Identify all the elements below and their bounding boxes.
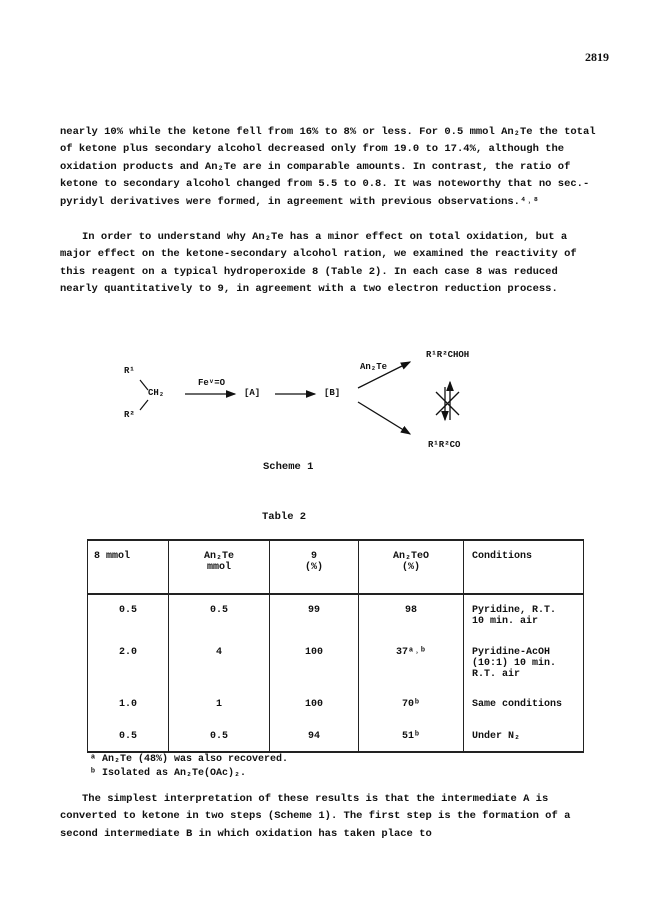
- paragraph-1-text: nearly 10% while the ketone fell from 16% to 8% or less. For 0.5 mmol An₂Te the total of ketone plus secondary alcohol decreased only from 19.0 to 17.4%, although the oxidation products and An₂Te are in comparable amounts. In contrast, the ratio of ketone to secondary alcohol changed from 5.5 to 0.8. It was noteworthy that no sec.-pyridyl derivatives were formed, in agreement with previous observations.⁴˒⁸: [60, 126, 596, 208]
- cell: Same conditions: [464, 697, 584, 729]
- table-2: [87, 539, 584, 753]
- table-row: [88, 594, 584, 645]
- header-1: An₂Te mmol: [203, 551, 234, 573]
- table-header-row: [88, 540, 584, 594]
- header-8-mmol: [88, 540, 169, 594]
- header-3: An₂TeO (%): [392, 551, 429, 573]
- table-row: [88, 697, 584, 729]
- cell: 1: [169, 697, 270, 729]
- bond-r2: [140, 400, 148, 410]
- label-an2te: An₂Te: [360, 362, 388, 372]
- scheme-svg: [110, 352, 530, 462]
- cell: 51ᵇ: [359, 729, 464, 752]
- header-9-pct: [270, 540, 359, 594]
- cell: 94: [270, 729, 359, 752]
- header-4: Conditions: [472, 551, 533, 562]
- bond-r1: [140, 380, 148, 390]
- table-row: [88, 645, 584, 697]
- cell: 100: [270, 645, 359, 697]
- cell: 70ᵇ: [359, 697, 464, 729]
- paragraph-3: [60, 791, 596, 843]
- label-r2: R²: [124, 410, 135, 420]
- label-alcohol: R¹R²CHOH: [426, 350, 470, 360]
- header-0: 8 mmol: [94, 551, 131, 562]
- cell: 0.5: [88, 729, 169, 752]
- page-number: 2819: [585, 50, 609, 64]
- cell: 2.0: [88, 645, 169, 697]
- paragraph-2: [60, 229, 596, 299]
- label-r1: R¹: [124, 366, 135, 376]
- scheme-caption: Scheme 1: [263, 461, 314, 473]
- label-intermediate-b: [B]: [324, 388, 341, 398]
- label-intermediate-a: [A]: [244, 388, 261, 398]
- cell: 0.5: [169, 729, 270, 752]
- scheme-1-diagram: [110, 352, 530, 462]
- paragraph-3-text: The simplest interpretation of these results is that the intermediate A is converted to ketone in two steps (Scheme 1). The first step is the formation of a second intermediate B in which oxidation has taken place to: [60, 793, 571, 840]
- cell: 100: [270, 697, 359, 729]
- label-ch2: CH₂: [148, 388, 165, 398]
- header-conditions: [464, 540, 584, 594]
- cell: 98: [359, 594, 464, 645]
- paragraph-2-text: In order to understand why An₂Te has a minor effect on total oxidation, but a major effect on the ketone-secondary alcohol ration, we examined the reactivity of this reagent on a typical hydroperoxide 8 (Table 2). In each case 8 was reduced nearly quantitatively to 9, in agreement with a two electron reduction process.: [60, 231, 577, 296]
- cell: 0.5: [88, 594, 169, 645]
- footnote-b: ᵇ Isolated as An₂Te(OAc)₂.: [90, 768, 247, 779]
- header-an2teo: [359, 540, 464, 594]
- header-an2te: [169, 540, 270, 594]
- cell: 1.0: [88, 697, 169, 729]
- label-ketone: R¹R²CO: [428, 440, 461, 450]
- cell: Under N₂: [464, 729, 584, 752]
- paragraph-1: [60, 124, 596, 211]
- cell: Pyridine, R.T. 10 min. air: [464, 594, 584, 645]
- label-fe-oxo: Feᵛ=O: [198, 378, 226, 388]
- header-2: 9 (%): [304, 551, 323, 573]
- arrow-to-ketone: [358, 402, 410, 434]
- cell: 37ᵃ˒ᵇ: [359, 645, 464, 697]
- cell: Pyridine-AcOH (10:1) 10 min. R.T. air: [464, 645, 584, 697]
- cell: 4: [169, 645, 270, 697]
- footnote-a: ᵃ An₂Te (48%) was also recovered.: [90, 754, 289, 765]
- cell: 99: [270, 594, 359, 645]
- cell: 0.5: [169, 594, 270, 645]
- table-caption: Table 2: [262, 511, 307, 523]
- table-row: [88, 729, 584, 752]
